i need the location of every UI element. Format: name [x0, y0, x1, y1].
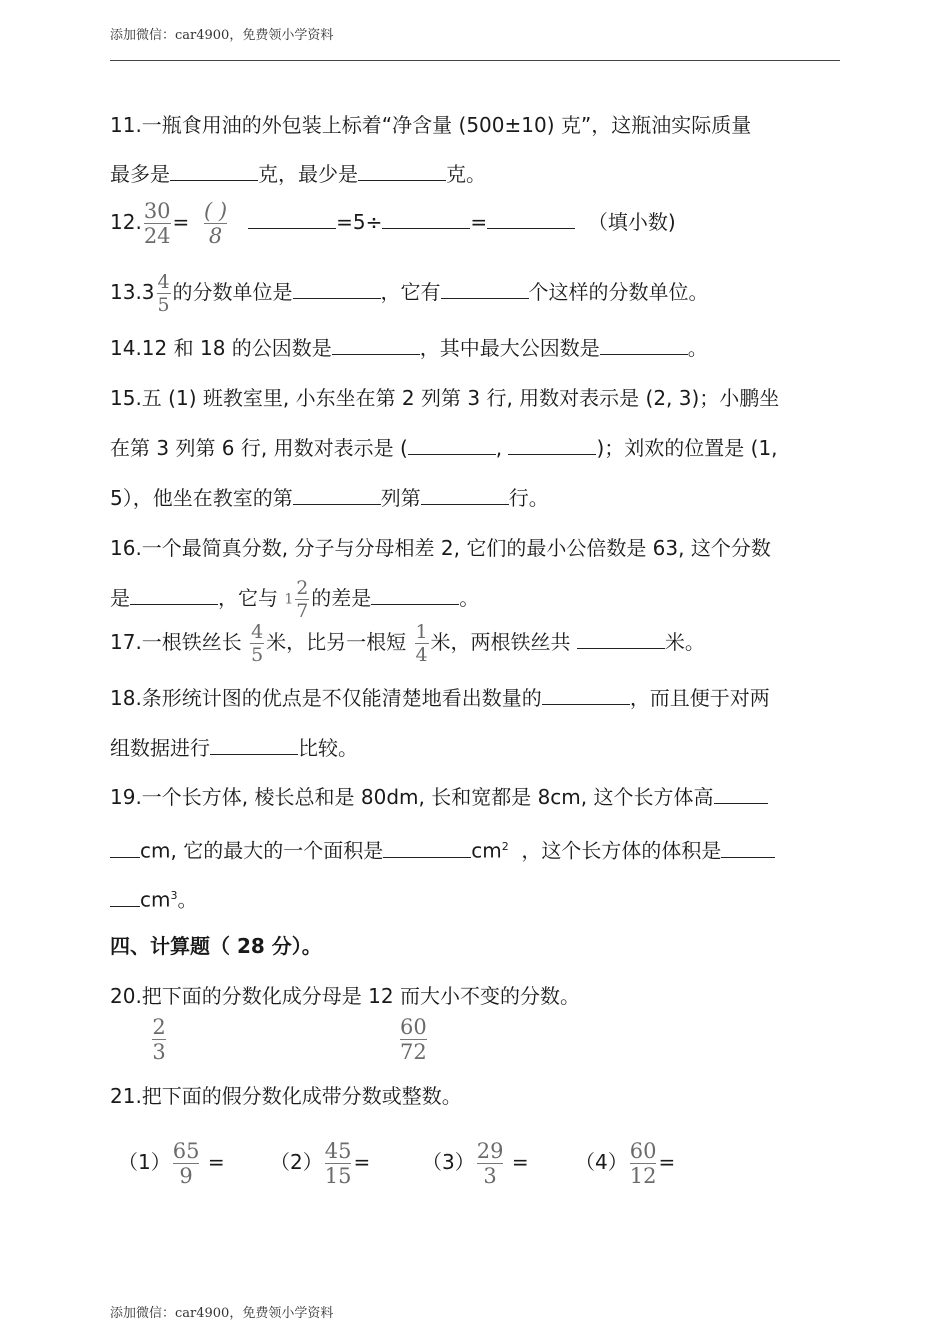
q15-line3: 5），他坐在教室的第 列第 行。: [110, 486, 549, 510]
fraction: $\frac{60}{12}$: [629, 1139, 657, 1189]
page-header: 添加微信：car4900，免费领小学资料: [110, 28, 334, 43]
q15-line2: 在第 3 列第 6 行, 用数对表示是 ( , )；刘欢的位置是 (1,: [110, 436, 778, 460]
fraction: $\frac{( )}{8}$: [204, 199, 228, 249]
answer-blank[interactable]: [130, 586, 218, 605]
q19-line2: cm, 它的最大的一个面积是 $cm^2$ ，这个长方体的体积是: [110, 835, 775, 863]
answer-blank[interactable]: [714, 785, 768, 804]
q16-line2: 是 ，它与 1 $\frac{2}{7}$ 的差是 。: [110, 577, 480, 623]
fraction: $\frac{1}{4}$: [415, 621, 428, 667]
fraction: $\frac{4}{5}$: [251, 621, 264, 667]
fraction: $\frac{4}{5}$: [157, 271, 170, 317]
q18-line1: 18.条形统计图的优点是不仅能清楚地看出数量的 ，而且便于对两: [110, 686, 770, 710]
answer-blank[interactable]: [383, 839, 471, 858]
q13-line: 13.3 $\frac{4}{5}$ 的分数单位是 ，它有 个这样的分数单位。: [110, 271, 709, 317]
section-title: 四、计算题（ 28 分）。: [110, 934, 322, 958]
fraction: $\frac{60}{72}$: [400, 1015, 427, 1065]
answer-blank[interactable]: [408, 436, 496, 455]
q18-line2: 组数据进行 比较。: [110, 736, 358, 760]
answer-blank[interactable]: [293, 486, 381, 505]
fraction: $\frac{29}{3}$: [476, 1139, 504, 1189]
q19-line1: 19.一个长方体, 棱长总和是 80dm, 长和宽都是 8cm, 这个长方体高: [110, 785, 768, 809]
answer-blank[interactable]: [332, 336, 420, 355]
header-divider: [110, 60, 840, 61]
q15-line1: 15.五 (1) 班教室里, 小东坐在第 2 列第 3 行, 用数对表示是 (2, 3)；小鹏坐: [110, 386, 780, 410]
fraction: $\frac{30}{24}$: [143, 199, 171, 249]
q16-line1: 16.一个最简真分数, 分子与分母相差 2, 它们的最小公倍数是 63, 这个分数: [110, 536, 771, 560]
answer-blank[interactable]: [542, 686, 630, 705]
answer-blank[interactable]: [508, 436, 596, 455]
q21-item-1: （1） $\frac{65}{9}$ =: [118, 1139, 225, 1189]
q20-fraction-2: [398, 1016, 429, 1063]
q21-item-4: （4） $\frac{60}{12}$ =: [575, 1139, 676, 1189]
answer-blank[interactable]: [110, 888, 140, 907]
answer-blank[interactable]: [371, 586, 459, 605]
q11-line1: 11.一瓶食用油的外包装上标着“净含量 (500±10) 克”，这瓶油实际质量: [110, 113, 752, 137]
answer-blank[interactable]: [248, 210, 336, 229]
q14-line: 14.12 和 18 的公因数是 ，其中最大公因数是 。: [110, 336, 708, 360]
answer-blank[interactable]: [721, 839, 775, 858]
answer-blank[interactable]: [600, 336, 688, 355]
q19-line3: $cm^3$。: [110, 884, 197, 912]
answer-blank[interactable]: [293, 280, 381, 299]
q20-text: 20.把下面的分数化成分母是 12 而大小不变的分数。: [110, 984, 580, 1008]
q21-text: 21.把下面的假分数化成带分数或整数。: [110, 1084, 462, 1108]
mixed-number-whole: 1: [284, 591, 294, 608]
answer-blank[interactable]: [441, 280, 529, 299]
answer-blank[interactable]: [577, 630, 665, 649]
q12-line: 12. $\frac{30}{24}$ = $\frac{( )}{8}$ =5÷ = （填小数): [110, 199, 676, 249]
answer-blank[interactable]: [170, 162, 258, 181]
q20-fraction-1: [150, 1016, 168, 1063]
fraction: $\frac{2}{7}$: [296, 577, 309, 623]
answer-blank[interactable]: [382, 210, 470, 229]
fraction: $\frac{45}{15}$: [324, 1139, 352, 1189]
answer-blank[interactable]: [487, 210, 575, 229]
answer-blank[interactable]: [421, 486, 509, 505]
answer-blank[interactable]: [358, 162, 446, 181]
q11-line2: 最多是 克，最少是 克。: [110, 162, 486, 186]
fraction: $\frac{65}{9}$: [172, 1139, 200, 1189]
q17-line: 17.一根铁丝长 $\frac{4}{5}$ 米，比另一根短 $\frac{1}{4}$ 米，两根铁丝共 米。: [110, 621, 705, 667]
q21-item-3: （3） $\frac{29}{3}$ =: [422, 1139, 529, 1189]
q21-item-2: （2） $\frac{45}{15}$ =: [270, 1139, 371, 1189]
answer-blank[interactable]: [210, 736, 298, 755]
answer-blank[interactable]: [110, 839, 140, 858]
page-footer: 添加微信：car4900，免费领小学资料: [110, 1306, 334, 1321]
fraction: $\frac{2}{3}$: [152, 1015, 166, 1065]
